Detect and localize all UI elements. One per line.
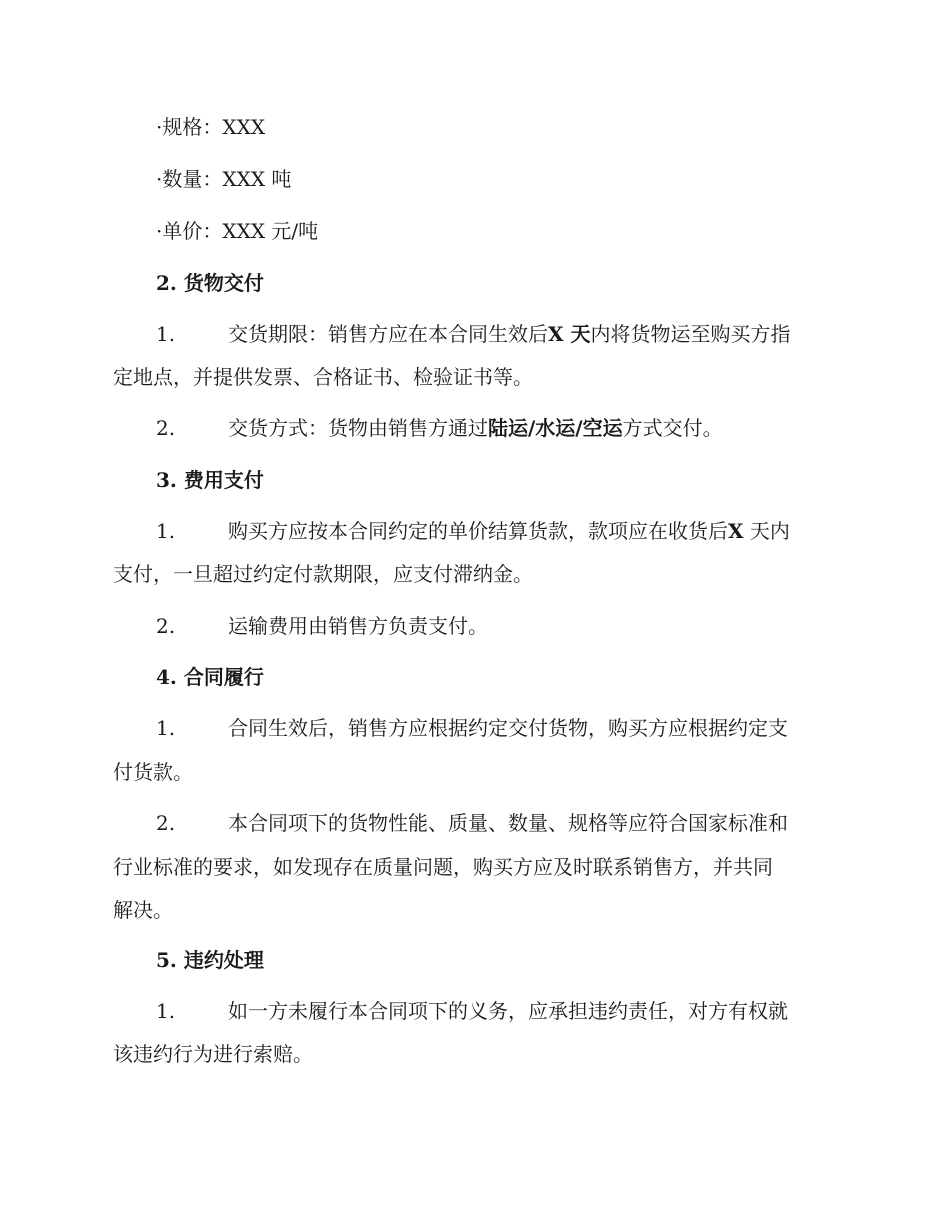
item-text-emphasis: X 天 xyxy=(548,322,591,346)
item-number: 2. xyxy=(156,416,176,440)
item-text: 合同生效后，销售方应根据约定交付货物，购买方应根据约定支 xyxy=(228,716,788,740)
item-text xyxy=(228,322,790,346)
item-text-part: 交货期限：销售方应在本合同生效后 xyxy=(228,322,548,346)
item-number: 1. xyxy=(156,716,176,740)
item-continuation: 定地点，并提供发票、合格证书、检验证书等。 xyxy=(113,365,533,389)
item-continuation: 该违约行为进行索赔。 xyxy=(113,1042,313,1066)
item-number: 1. xyxy=(156,322,176,346)
item-continuation: 解决。 xyxy=(113,898,173,922)
item-text-emphasis: 陆运/水运/空运 xyxy=(488,416,623,440)
bullet-mark: · xyxy=(156,167,163,191)
bullet-mark: · xyxy=(156,219,163,243)
bullet-text: 规格：XXX xyxy=(162,115,266,139)
item-continuation: 行业标准的要求，如发现存在质量问题，购买方应及时联系销售方，并共同 xyxy=(113,855,773,879)
item-continuation: 支付，一旦超过约定付款期限，应支付滞纳金。 xyxy=(113,562,533,586)
item-text-emphasis: X xyxy=(728,519,744,543)
item-text-part: 方式交付。 xyxy=(622,416,723,440)
item-text: 本合同项下的货物性能、质量、数量、规格等应符合国家标准和 xyxy=(228,811,788,835)
bullet-text: 单价：XXX 元/吨 xyxy=(162,219,319,243)
bullet-mark: · xyxy=(156,115,163,139)
item-number: 1. xyxy=(156,519,176,543)
item-continuation: 付货款。 xyxy=(113,760,193,784)
quantity-bullet xyxy=(0,167,291,191)
item-text-part: 内将货物运至购买方指 xyxy=(590,322,791,346)
item-text xyxy=(228,416,723,440)
item-text-part: 购买方应按本合同约定的单价结算货款，款项应在收货后 xyxy=(228,519,728,543)
bullet-text: 数量：XXX 吨 xyxy=(162,167,292,191)
section-heading: 3. 费用支付 xyxy=(156,468,264,492)
section-heading: 2. 货物交付 xyxy=(156,271,264,295)
item-number: 2. xyxy=(156,614,176,638)
spec-bullet xyxy=(0,115,265,139)
item-number: 1. xyxy=(156,999,176,1023)
item-text xyxy=(228,519,790,543)
item-text: 如一方未履行本合同项下的义务，应承担违约责任，对方有权就 xyxy=(228,999,788,1023)
unit-price-bullet xyxy=(0,219,318,243)
item-text-part: 交货方式：货物由销售方通过 xyxy=(228,416,488,440)
section-heading: 4. 合同履行 xyxy=(156,665,264,689)
section-heading: 5. 违约处理 xyxy=(156,948,264,972)
item-number: 2. xyxy=(156,811,176,835)
item-text-part: 天内 xyxy=(743,519,790,543)
item-text: 运输费用由销售方负责支付。 xyxy=(228,614,488,638)
